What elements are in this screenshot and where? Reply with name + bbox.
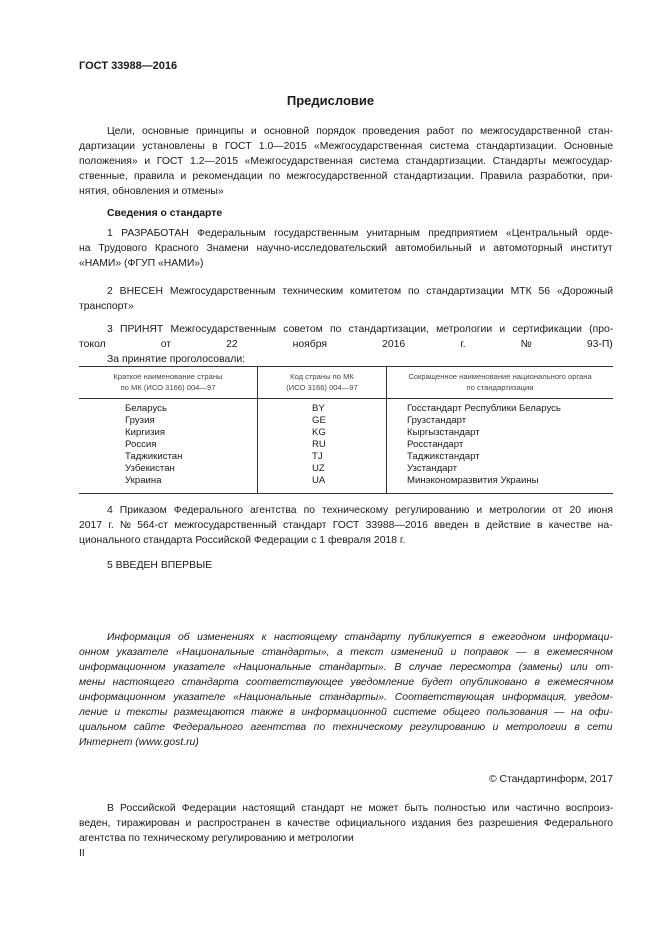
changes-line: Интернет (www.gost.ru) (79, 737, 199, 748)
changes-line: Информация об изменениях к настоящему стандарту публикуется в ежегодном информаци- (107, 632, 613, 643)
body-cell: Узстандарт (387, 463, 614, 475)
table-row (79, 475, 613, 494)
voting-table (79, 366, 613, 494)
item-line: 1 РАЗРАБОТАН Федеральным государственным унитарным предприятием «Центральный орде- (107, 228, 613, 239)
rights-paragraph (79, 801, 613, 846)
page-title: Предисловие (286, 93, 375, 108)
body-cell: Минэкономразвития Украины (387, 475, 614, 494)
item-line: транспорт» (79, 301, 134, 312)
intro-line: дартизации установлены в ГОСТ 1.0—2015 «Межгосударственная система стандартизации. Основные (79, 141, 614, 152)
changes-line: мены настоящего стандарта соответствующее уведомление будет опубликовано в ежемесячном (79, 677, 614, 688)
body-cell: Кыргызстандарт (387, 427, 614, 439)
code-cell: TJ (258, 451, 387, 463)
item-line: 2017 г. № 564-ст межгосударственный стандарт ГОСТ 33988—2016 введен в действие в качестве на- (79, 520, 613, 531)
country-cell: Украина (79, 475, 258, 494)
table-header-row (79, 367, 613, 399)
item-first-introduced: 5 ВВЕДЕН ВПЕРВЫЕ (107, 560, 213, 571)
item-line: токол от 22 ноября 2016 г. № 93-П) (79, 339, 613, 350)
table-row (79, 451, 613, 463)
country-cell: Грузия (125, 415, 155, 426)
item-line: 4 Приказом Федерального агентства по техническому регулированию и метрологии от 20 июня (107, 505, 613, 516)
table-row (79, 415, 613, 427)
item-line: на Трудового Красного Знамени научно-исследовательский автомобильный и автомоторный институт (79, 243, 613, 254)
table-row (79, 427, 613, 439)
intro-line: положения» и ГОСТ 1.2—2015 «Межгосударственная система стандартизации. Стандарты межгосудар- (79, 156, 613, 167)
column-header-code: Код страны по МК (ИСО 3166) 004—97 (258, 367, 387, 399)
country-cell: Россия (125, 439, 157, 450)
changes-line: информационном указателе «Национальные стандарты». В случае пересмотра (замены) или от- (79, 662, 614, 673)
code-cell: UA (258, 475, 387, 494)
rights-line: веден, тиражирован и распространен в качестве официального издания без разрешения Федерального (79, 818, 614, 829)
column-header-body: Сокращенное наименование национального органа по стандартизации (387, 367, 614, 399)
copyright: © Стандартинформ, 2017 (488, 774, 613, 785)
table-row (79, 439, 613, 451)
code-cell: BY (258, 399, 387, 416)
changes-line: онном указателе «Национальные стандарты», а текст изменений и поправок — в ежемесячном (79, 647, 613, 658)
item-enacted (79, 503, 613, 548)
changes-line: информационном указателе «Национальные стандарты». Соответствующая информация, уведом- (79, 692, 613, 703)
item-adopted (79, 322, 613, 367)
rights-line: В Российской Федерации настоящий стандарт не может быть полностью или частично воспроиз- (107, 803, 614, 814)
changes-line: циальном сайте Федерального агентства по техническому регулированию и метрологии в сети (79, 722, 613, 733)
changes-info (79, 630, 613, 750)
info-heading: Сведения о стандарте (107, 208, 223, 219)
country-cell: Беларусь (125, 403, 167, 414)
intro-paragraph (79, 124, 613, 199)
table-row (79, 463, 613, 475)
intro-line: нятия, обновления и отмены» (79, 186, 224, 197)
code-cell: UZ (258, 463, 387, 475)
intro-line: Цели, основные принципы и основной порядок проведения работ по межгосударственной стан- (107, 126, 613, 137)
page-number: II (79, 848, 85, 859)
body-cell: Грузстандарт (387, 415, 614, 427)
code-cell: GE (258, 415, 387, 427)
item-line: 2 ВНЕСЕН Межгосударственным техническим комитетом по стандартизации МТК 56 «Дорожный (107, 286, 614, 297)
body-cell: Росстандарт (387, 439, 614, 451)
changes-line: ление и тексты размещаются также в информационной системе общего пользования — на офи- (79, 707, 613, 718)
item-line: ционального стандарта Российской Федерации с 1 февраля 2018 г. (79, 535, 406, 546)
column-header-country: Краткое наименование страны по МК (ИСО 3166) 004—97 (79, 367, 258, 399)
country-cell: Узбекистан (125, 463, 175, 474)
item-line: 3 ПРИНЯТ Межгосударственным советом по стандартизации, метрологии и сертификации (про- (107, 324, 614, 335)
table-row (79, 399, 613, 416)
item-developed (79, 226, 613, 271)
body-cell: Таджикстандарт (387, 451, 614, 463)
code-cell: RU (258, 439, 387, 451)
body-cell: Госстандарт Республики Беларусь (387, 399, 614, 416)
country-cell: Таджикистан (125, 451, 183, 462)
item-line: «НАМИ» (ФГУП «НАМИ») (79, 258, 204, 269)
intro-line: ственные, правила и рекомендации по межгосударственной стандартизации. Правила разработки, при- (79, 171, 613, 182)
document-code: ГОСТ 33988—2016 (79, 60, 178, 72)
rights-line: агентства по техническому регулированию и метрологии (79, 833, 354, 844)
code-cell: KG (258, 427, 387, 439)
country-cell: Киргизия (125, 427, 166, 438)
voted-label: За принятие проголосовали: (107, 354, 246, 365)
item-introduced-by (79, 284, 613, 314)
